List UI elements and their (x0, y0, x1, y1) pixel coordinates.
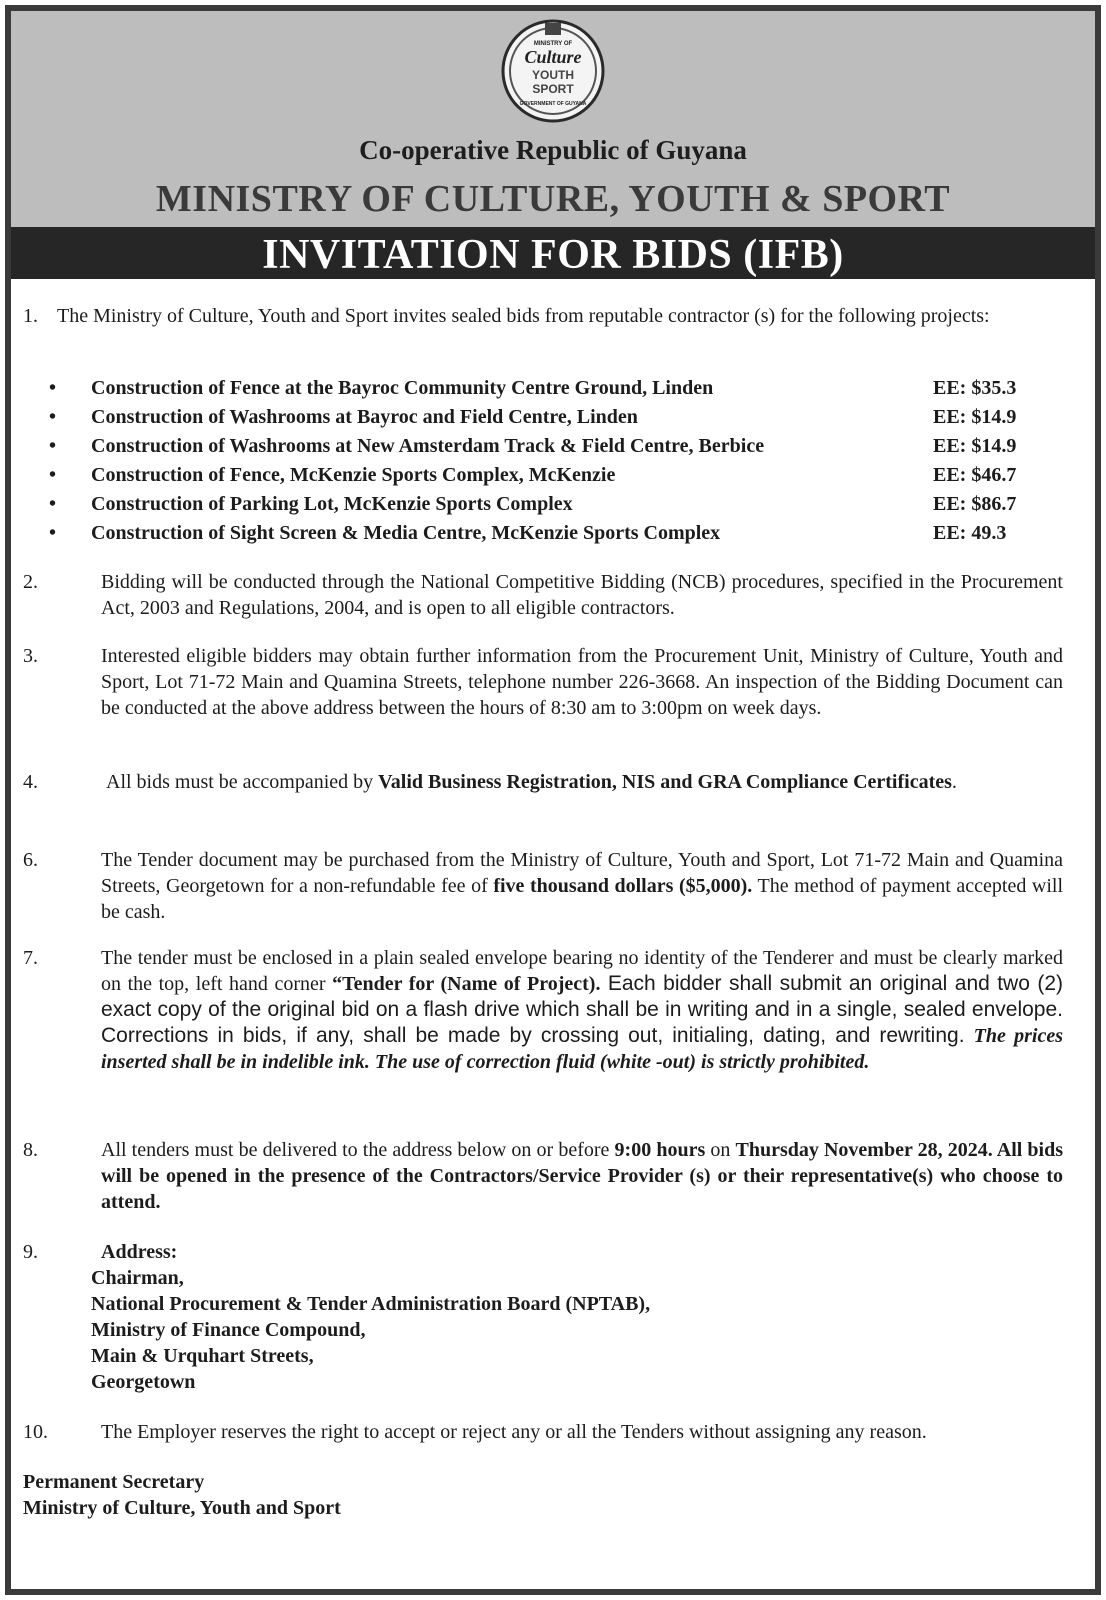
clause-number: 1. (23, 305, 38, 327)
clause-1 (23, 303, 1063, 329)
clause-text (101, 945, 1063, 1075)
clause-number: 7. (23, 947, 38, 969)
clause-4 (23, 769, 1063, 795)
bullet: • (49, 522, 57, 544)
project-name: Construction of Parking Lot, McKenzie Sports Complex (91, 493, 573, 515)
clause-text (101, 1137, 1063, 1215)
clause-text-part: The method of payment accepted will be cash. (101, 875, 1063, 923)
bullet: • (49, 435, 57, 457)
project-estimate: EE: $14.9 (933, 435, 1017, 457)
clause-text-part: All tenders must be delivered to the address below on or before (101, 1139, 615, 1161)
svg-text:Culture: Culture (524, 47, 582, 67)
clause-text-bold: 9:00 hours (614, 1139, 706, 1161)
clause-text-part: All bids must be accompanied by (106, 771, 379, 793)
clause-text-sans: Each bidder shall submit an original and two (2) exact copy of the original bid on a flash drive which shall be in writing and in a single, sealed envelope. Corrections in bids, if any, shall be made by crossing out, initialing, dating, and rewriting. (101, 972, 1063, 1047)
project-item (49, 491, 1055, 520)
project-estimate: EE: $46.7 (933, 464, 1017, 486)
clause-text-bold: Valid Business Registration, NIS and GRA Compliance Certificates (378, 771, 952, 793)
signature-block (23, 1469, 341, 1521)
clause-2 (23, 569, 1063, 621)
project-name: Construction of Washrooms at New Amsterdam Track & Field Centre, Berbice (91, 435, 765, 457)
clause-text-bold: five thousand dollars ($5,000). (493, 875, 753, 897)
signature-title: Permanent Secretary (23, 1471, 205, 1493)
clause-number: 10. (23, 1421, 48, 1443)
clause-text-part: The tender must be enclosed in a plain sealed envelope bearing no identity of the Tenderer and must be clearly marked on the top, left hand corner (101, 947, 1063, 995)
address-line: Ministry of Finance Compound, (91, 1319, 366, 1341)
advertisement-frame (5, 5, 1101, 1595)
clause-text-part: on (705, 1139, 736, 1161)
address-label: Address: (101, 1241, 178, 1263)
clause-text: The Employer reserves the right to accept or reject any or all the Tenders without assigning any reason. (101, 1421, 927, 1443)
ministry-logo (499, 15, 607, 123)
project-name: Construction of Washrooms at Bayroc and Field Centre, Linden (91, 406, 638, 428)
clause-number: 6. (23, 849, 38, 871)
clause-text (101, 769, 1063, 795)
address-line: Chairman, (91, 1267, 184, 1289)
project-item (49, 462, 1055, 491)
project-item (49, 375, 1055, 404)
project-item (49, 433, 1055, 462)
project-name: Construction of Fence at the Bayroc Community Centre Ground, Linden (91, 377, 714, 399)
svg-text:GOVERNMENT OF GUYANA: GOVERNMENT OF GUYANA (519, 101, 587, 107)
clause-text-bold-italic: The prices inserted shall be in indelible ink. The use of correction fluid (white -out) is strictly prohibited. (101, 1025, 1063, 1073)
address-line: Georgetown (91, 1371, 196, 1393)
svg-text:MINISTRY OF: MINISTRY OF (533, 41, 573, 47)
clause-number: 3. (23, 645, 38, 667)
ministry-name: MINISTRY OF CULTURE, YOUTH & SPORT (155, 178, 951, 220)
project-estimate: EE: 49.3 (933, 522, 1007, 544)
clause-text-bold: Thursday November 28, 2024. All bids will be opened in the presence of the Contractors/Service Provider (s) or their representative(s) who choose to attend. (101, 1139, 1064, 1213)
clause-6 (23, 847, 1063, 925)
clause-number: 2. (23, 571, 38, 593)
clause-text-part: The Tender document may be purchased from the Ministry of Culture, Youth and Sport, Lot 71-72 Main and Quamina Streets, Georgetown for a non-refundable fee of (101, 849, 1063, 897)
bullet: • (49, 406, 57, 428)
bullet: • (49, 377, 57, 399)
header (11, 11, 1095, 227)
clause-text (101, 847, 1063, 925)
address-line: Main & Urquhart Streets, (91, 1345, 314, 1367)
project-name: Construction of Fence, McKenzie Sports Complex, McKenzie (91, 464, 616, 486)
clause-3 (23, 643, 1063, 721)
project-item (49, 404, 1055, 433)
project-name: Construction of Sight Screen & Media Centre, McKenzie Sports Complex (91, 522, 721, 544)
clause-text: The Ministry of Culture, Youth and Sport invites sealed bids from reputable contractor (s) for the following projects: (57, 305, 990, 327)
clause-text-part: . (951, 771, 957, 793)
project-list (49, 375, 1055, 549)
ifb-banner: INVITATION FOR BIDS (IFB) (11, 227, 1095, 279)
clause-7 (23, 945, 1063, 1075)
clause-number: 8. (23, 1139, 38, 1161)
clause-text: Bidding will be conducted through the National Competitive Bidding (NCB) procedures, specified in the Procurement Act, 2003 and Regulations, 2004, and is open to all eligible contractors. (101, 571, 1063, 619)
signature-org: Ministry of Culture, Youth and Sport (23, 1497, 341, 1519)
clause-number: 4. (23, 771, 38, 793)
project-estimate: EE: $35.3 (933, 377, 1017, 399)
svg-text:SPORT: SPORT (532, 82, 574, 96)
clause-text-bold: “Tender for (Name of Project). (332, 973, 601, 995)
bullet: • (49, 464, 57, 486)
project-estimate: EE: $14.9 (933, 406, 1017, 428)
project-estimate: EE: $86.7 (933, 493, 1017, 515)
clause-9-address (23, 1239, 650, 1395)
address-line: National Procurement & Tender Administration Board (NPTAB), (91, 1293, 651, 1315)
country-name: Co-operative Republic of Guyana (359, 135, 747, 165)
clause-text: Interested eligible bidders may obtain further information from the Procurement Unit, Ministry of Culture, Youth and Sport, Lot 71-72 Main and Quamina Streets, telephone number 226-3668. An inspection of the Bidding Document can be conducted at the above address between the hours of 8:30 am to 3:00pm on week days. (101, 645, 1063, 719)
clause-10 (23, 1419, 1063, 1445)
clause-8 (23, 1137, 1063, 1215)
clause-number: 9. (23, 1241, 38, 1263)
svg-text:YOUTH: YOUTH (532, 68, 574, 82)
project-item (49, 520, 1055, 549)
bullet: • (49, 493, 57, 515)
